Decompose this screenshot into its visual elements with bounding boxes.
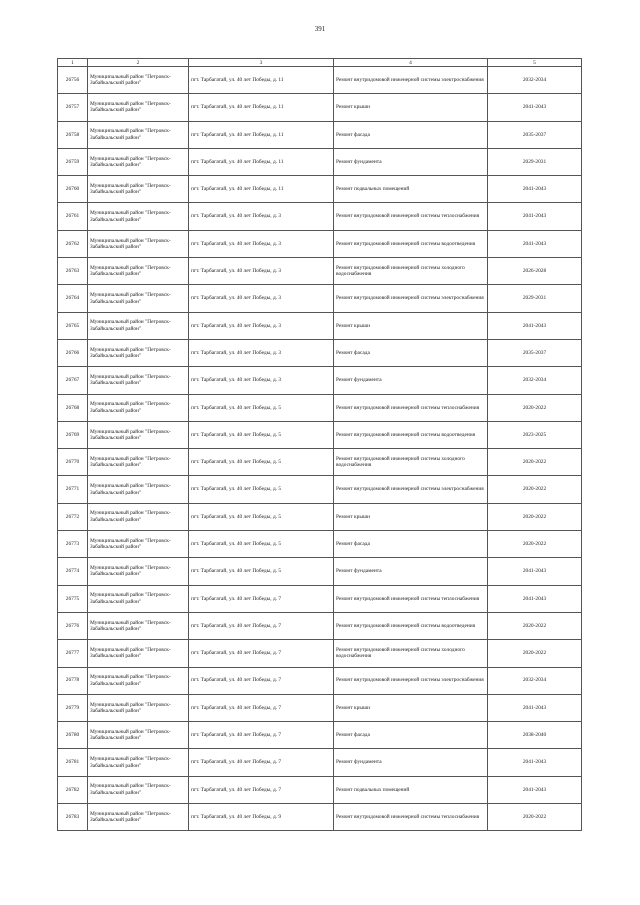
cell-row-number: 26767 bbox=[58, 367, 88, 394]
cell-work-type: Ремонт фасада bbox=[334, 339, 488, 366]
cell-period: 2020-2022 bbox=[488, 503, 582, 530]
cell-address: пгт. Тарбагатай, ул. 40 лет Победы, д. 3 bbox=[189, 285, 334, 312]
cell-address: пгт. Тарбагатай, ул. 40 лет Победы, д. 5 bbox=[189, 531, 334, 558]
cell-municipality: Муниципальный район "Петровск-Забайкальский район" bbox=[88, 339, 189, 366]
table-row bbox=[58, 176, 582, 203]
cell-row-number: 26762 bbox=[58, 230, 88, 257]
cell-period: 2020-2022 bbox=[488, 612, 582, 639]
cell-municipality: Муниципальный район "Петровск-Забайкальский район" bbox=[88, 94, 189, 121]
cell-address: пгт. Тарбагатай, ул. 40 лет Победы, д. 3 bbox=[189, 312, 334, 339]
table-row bbox=[58, 367, 582, 394]
cell-row-number: 26773 bbox=[58, 531, 88, 558]
cell-address: пгт. Тарбагатай, ул. 40 лет Победы, д. 5 bbox=[189, 476, 334, 503]
cell-period: 2035-2037 bbox=[488, 339, 582, 366]
table-row bbox=[58, 67, 582, 94]
cell-row-number: 26768 bbox=[58, 394, 88, 421]
cell-work-type: Ремонт фундамента bbox=[334, 749, 488, 776]
cell-work-type: Ремонт внутридомовой инженерной системы электроснабжения bbox=[334, 285, 488, 312]
cell-address: пгт. Тарбагатай, ул. 40 лет Победы, д. 3 bbox=[189, 258, 334, 285]
cell-work-type: Ремонт фундамента bbox=[334, 558, 488, 585]
cell-period: 2026-2028 bbox=[488, 258, 582, 285]
header-row bbox=[58, 59, 582, 67]
cell-row-number: 26772 bbox=[58, 503, 88, 530]
table-row bbox=[58, 667, 582, 694]
table-row bbox=[58, 394, 582, 421]
cell-municipality: Муниципальный район "Петровск-Забайкальский район" bbox=[88, 640, 189, 667]
table-row bbox=[58, 776, 582, 803]
cell-row-number: 26783 bbox=[58, 804, 88, 831]
cell-row-number: 26780 bbox=[58, 722, 88, 749]
cell-row-number: 26756 bbox=[58, 67, 88, 94]
cell-period: 2032-2034 bbox=[488, 367, 582, 394]
cell-work-type: Ремонт внутридомовой инженерной системы холодного водоснабжения bbox=[334, 258, 488, 285]
cell-work-type: Ремонт фундамента bbox=[334, 148, 488, 175]
table-row bbox=[58, 148, 582, 175]
cell-address: пгт. Тарбагатай, ул. 40 лет Победы, д. 3 bbox=[189, 230, 334, 257]
cell-work-type: Ремонт фундамента bbox=[334, 367, 488, 394]
table-row bbox=[58, 94, 582, 121]
cell-period: 2020-2022 bbox=[488, 640, 582, 667]
cell-row-number: 26781 bbox=[58, 749, 88, 776]
cell-municipality: Муниципальный район "Петровск-Забайкальский район" bbox=[88, 749, 189, 776]
header-cell-number: 1 bbox=[58, 59, 88, 67]
cell-work-type: Ремонт внутридомовой инженерной системы холодного водоснабжения bbox=[334, 640, 488, 667]
cell-work-type: Ремонт подвальных помещений bbox=[334, 776, 488, 803]
cell-work-type: Ремонт крыши bbox=[334, 312, 488, 339]
table-row bbox=[58, 230, 582, 257]
table-row bbox=[58, 558, 582, 585]
cell-row-number: 26774 bbox=[58, 558, 88, 585]
table-row bbox=[58, 312, 582, 339]
cell-municipality: Муниципальный район "Петровск-Забайкальский район" bbox=[88, 776, 189, 803]
cell-address: пгт. Тарбагатай, ул. 40 лет Победы, д. 7 bbox=[189, 694, 334, 721]
cell-address: пгт. Тарбагатай, ул. 40 лет Победы, д. 11 bbox=[189, 148, 334, 175]
cell-work-type: Ремонт внутридомовой инженерной системы электроснабжения bbox=[334, 667, 488, 694]
cell-address: пгт. Тарбагатай, ул. 40 лет Победы, д. 7 bbox=[189, 612, 334, 639]
cell-work-type: Ремонт крыши bbox=[334, 694, 488, 721]
cell-municipality: Муниципальный район "Петровск-Забайкальский район" bbox=[88, 176, 189, 203]
cell-municipality: Муниципальный район "Петровск-Забайкальский район" bbox=[88, 121, 189, 148]
cell-work-type: Ремонт внутридомовой инженерной системы водоотведения bbox=[334, 612, 488, 639]
cell-period: 2041-2043 bbox=[488, 203, 582, 230]
cell-address: пгт. Тарбагатай, ул. 40 лет Победы, д. 5 bbox=[189, 558, 334, 585]
cell-work-type: Ремонт внутридомовой инженерной системы водоотведения bbox=[334, 421, 488, 448]
cell-period: 2020-2022 bbox=[488, 449, 582, 476]
cell-municipality: Муниципальный район "Петровск-Забайкальский район" bbox=[88, 585, 189, 612]
cell-period: 2029-2031 bbox=[488, 285, 582, 312]
cell-municipality: Муниципальный район "Петровск-Забайкальский район" bbox=[88, 449, 189, 476]
cell-period: 2041-2043 bbox=[488, 749, 582, 776]
cell-municipality: Муниципальный район "Петровск-Забайкальский район" bbox=[88, 148, 189, 175]
cell-row-number: 26776 bbox=[58, 612, 88, 639]
page-number: 391 bbox=[314, 25, 326, 33]
cell-period: 2020-2022 bbox=[488, 531, 582, 558]
table-row bbox=[58, 421, 582, 448]
cell-period: 2035-2037 bbox=[488, 121, 582, 148]
cell-municipality: Муниципальный район "Петровск-Забайкальский район" bbox=[88, 531, 189, 558]
cell-period: 2020-2022 bbox=[488, 804, 582, 831]
cell-work-type: Ремонт внутридомовой инженерной системы водоотведения bbox=[334, 230, 488, 257]
cell-address: пгт. Тарбагатай, ул. 40 лет Победы, д. 3 bbox=[189, 367, 334, 394]
cell-work-type: Ремонт внутридомовой инженерной системы электроснабжения bbox=[334, 67, 488, 94]
table-row bbox=[58, 612, 582, 639]
cell-period: 2020-2022 bbox=[488, 394, 582, 421]
cell-municipality: Муниципальный район "Петровск-Забайкальский район" bbox=[88, 258, 189, 285]
cell-work-type: Ремонт фасада bbox=[334, 531, 488, 558]
header-cell-work-type: 4 bbox=[334, 59, 488, 67]
cell-period: 2041-2043 bbox=[488, 176, 582, 203]
table-row bbox=[58, 749, 582, 776]
cell-work-type: Ремонт внутридомовой инженерной системы теплоснабжения bbox=[334, 585, 488, 612]
cell-row-number: 26775 bbox=[58, 585, 88, 612]
cell-work-type: Ремонт крыши bbox=[334, 503, 488, 530]
header-cell-municipality: 2 bbox=[88, 59, 189, 67]
cell-row-number: 26779 bbox=[58, 694, 88, 721]
cell-municipality: Муниципальный район "Петровск-Забайкальский район" bbox=[88, 67, 189, 94]
cell-address: пгт. Тарбагатай, ул. 40 лет Победы, д. 11 bbox=[189, 94, 334, 121]
cell-municipality: Муниципальный район "Петровск-Забайкальский район" bbox=[88, 612, 189, 639]
cell-municipality: Муниципальный район "Петровск-Забайкальский район" bbox=[88, 503, 189, 530]
cell-address: пгт. Тарбагатай, ул. 40 лет Победы, д. 7 bbox=[189, 722, 334, 749]
cell-municipality: Муниципальный район "Петровск-Забайкальский район" bbox=[88, 230, 189, 257]
cell-row-number: 26770 bbox=[58, 449, 88, 476]
table-row bbox=[58, 804, 582, 831]
table-row bbox=[58, 285, 582, 312]
cell-municipality: Муниципальный район "Петровск-Забайкальский район" bbox=[88, 667, 189, 694]
cell-address: пгт. Тарбагатай, ул. 40 лет Победы, д. 11 bbox=[189, 121, 334, 148]
table-row bbox=[58, 694, 582, 721]
cell-work-type: Ремонт внутридомовой инженерной системы холодного водоснабжения bbox=[334, 449, 488, 476]
cell-municipality: Муниципальный район "Петровск-Забайкальский район" bbox=[88, 312, 189, 339]
table-row bbox=[58, 203, 582, 230]
registry-table bbox=[57, 58, 582, 831]
table-row bbox=[58, 476, 582, 503]
cell-address: пгт. Тарбагатай, ул. 40 лет Победы, д. 5 bbox=[189, 449, 334, 476]
cell-work-type: Ремонт внутридомовой инженерной системы теплоснабжения bbox=[334, 394, 488, 421]
cell-work-type: Ремонт фасада bbox=[334, 121, 488, 148]
cell-row-number: 26777 bbox=[58, 640, 88, 667]
cell-work-type: Ремонт внутридомовой инженерной системы теплоснабжения bbox=[334, 203, 488, 230]
cell-row-number: 26782 bbox=[58, 776, 88, 803]
cell-address: пгт. Тарбагатай, ул. 40 лет Победы, д. 7 bbox=[189, 640, 334, 667]
cell-address: пгт. Тарбагатай, ул. 40 лет Победы, д. 9 bbox=[189, 804, 334, 831]
cell-municipality: Муниципальный район "Петровск-Забайкальский район" bbox=[88, 367, 189, 394]
cell-period: 2038-2040 bbox=[488, 722, 582, 749]
cell-period: 2041-2043 bbox=[488, 558, 582, 585]
cell-period: 2041-2043 bbox=[488, 585, 582, 612]
cell-row-number: 26766 bbox=[58, 339, 88, 366]
cell-address: пгт. Тарбагатай, ул. 40 лет Победы, д. 11 bbox=[189, 67, 334, 94]
cell-address: пгт. Тарбагатай, ул. 40 лет Победы, д. 7 bbox=[189, 667, 334, 694]
cell-row-number: 26761 bbox=[58, 203, 88, 230]
cell-address: пгт. Тарбагатай, ул. 40 лет Победы, д. 5 bbox=[189, 503, 334, 530]
table-row bbox=[58, 585, 582, 612]
cell-address: пгт. Тарбагатай, ул. 40 лет Победы, д. 5 bbox=[189, 394, 334, 421]
cell-period: 2041-2043 bbox=[488, 94, 582, 121]
cell-municipality: Муниципальный район "Петровск-Забайкальский район" bbox=[88, 394, 189, 421]
cell-row-number: 26778 bbox=[58, 667, 88, 694]
table-row bbox=[58, 640, 582, 667]
table-row bbox=[58, 258, 582, 285]
cell-work-type: Ремонт крыши bbox=[334, 94, 488, 121]
table-row bbox=[58, 449, 582, 476]
cell-period: 2041-2043 bbox=[488, 312, 582, 339]
cell-period: 2023-2025 bbox=[488, 421, 582, 448]
cell-work-type: Ремонт подвальных помещений bbox=[334, 176, 488, 203]
cell-row-number: 26771 bbox=[58, 476, 88, 503]
cell-work-type: Ремонт внутридомовой инженерной системы теплоснабжения bbox=[334, 804, 488, 831]
cell-period: 2020-2022 bbox=[488, 476, 582, 503]
table-row bbox=[58, 722, 582, 749]
cell-municipality: Муниципальный район "Петровск-Забайкальский район" bbox=[88, 804, 189, 831]
cell-period: 2041-2043 bbox=[488, 230, 582, 257]
table-header bbox=[58, 59, 582, 67]
cell-address: пгт. Тарбагатай, ул. 40 лет Победы, д. 11 bbox=[189, 176, 334, 203]
cell-row-number: 26760 bbox=[58, 176, 88, 203]
cell-municipality: Муниципальный район "Петровск-Забайкальский район" bbox=[88, 203, 189, 230]
table-body bbox=[58, 67, 582, 831]
cell-row-number: 26759 bbox=[58, 148, 88, 175]
cell-municipality: Муниципальный район "Петровск-Забайкальский район" bbox=[88, 421, 189, 448]
cell-row-number: 26769 bbox=[58, 421, 88, 448]
cell-row-number: 26763 bbox=[58, 258, 88, 285]
cell-period: 2032-2034 bbox=[488, 67, 582, 94]
table-row bbox=[58, 121, 582, 148]
cell-address: пгт. Тарбагатай, ул. 40 лет Победы, д. 7 bbox=[189, 749, 334, 776]
cell-address: пгт. Тарбагатай, ул. 40 лет Победы, д. 7 bbox=[189, 585, 334, 612]
cell-period: 2041-2043 bbox=[488, 694, 582, 721]
cell-period: 2032-2034 bbox=[488, 667, 582, 694]
table-row bbox=[58, 503, 582, 530]
header-cell-period: 5 bbox=[488, 59, 582, 67]
cell-municipality: Муниципальный район "Петровск-Забайкальский район" bbox=[88, 558, 189, 585]
cell-row-number: 26764 bbox=[58, 285, 88, 312]
cell-period: 2029-2031 bbox=[488, 148, 582, 175]
table-row bbox=[58, 339, 582, 366]
cell-address: пгт. Тарбагатай, ул. 40 лет Победы, д. 3 bbox=[189, 203, 334, 230]
cell-municipality: Муниципальный район "Петровск-Забайкальский район" bbox=[88, 476, 189, 503]
cell-row-number: 26758 bbox=[58, 121, 88, 148]
cell-address: пгт. Тарбагатай, ул. 40 лет Победы, д. 5 bbox=[189, 421, 334, 448]
cell-work-type: Ремонт внутридомовой инженерной системы электроснабжения bbox=[334, 476, 488, 503]
table-row bbox=[58, 531, 582, 558]
cell-address: пгт. Тарбагатай, ул. 40 лет Победы, д. 7 bbox=[189, 776, 334, 803]
cell-address: пгт. Тарбагатай, ул. 40 лет Победы, д. 3 bbox=[189, 339, 334, 366]
header-cell-address: 3 bbox=[189, 59, 334, 67]
cell-work-type: Ремонт фасада bbox=[334, 722, 488, 749]
cell-row-number: 26757 bbox=[58, 94, 88, 121]
cell-row-number: 26765 bbox=[58, 312, 88, 339]
cell-municipality: Муниципальный район "Петровск-Забайкальский район" bbox=[88, 285, 189, 312]
cell-municipality: Муниципальный район "Петровск-Забайкальский район" bbox=[88, 694, 189, 721]
cell-municipality: Муниципальный район "Петровск-Забайкальский район" bbox=[88, 722, 189, 749]
cell-period: 2041-2043 bbox=[488, 776, 582, 803]
